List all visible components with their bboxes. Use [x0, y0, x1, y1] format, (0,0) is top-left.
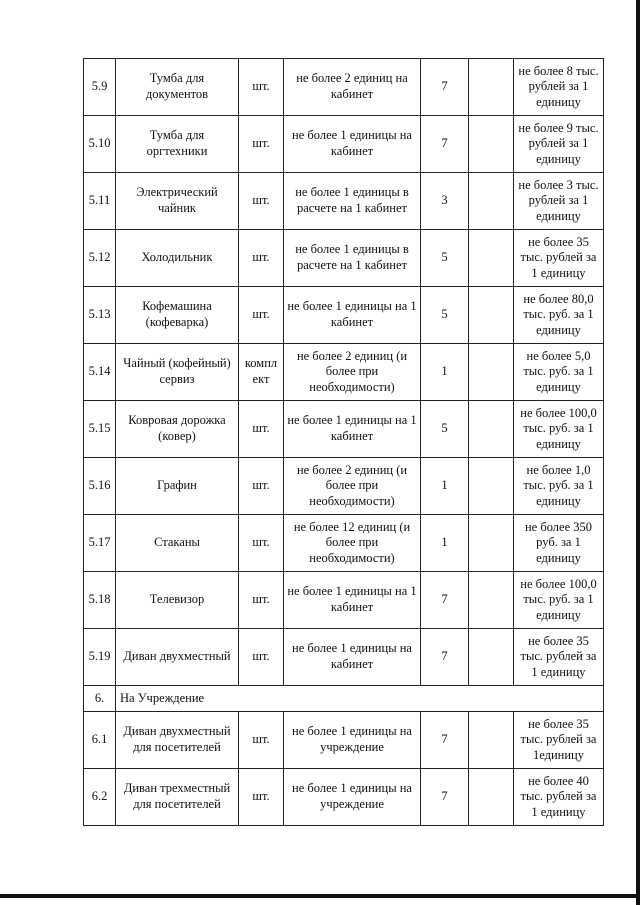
service-term: 7	[421, 769, 469, 826]
table-row	[84, 458, 604, 515]
table-row	[84, 572, 604, 629]
quantity-norm: не более 1 единицы на учреждение	[284, 712, 421, 769]
quantity-norm: не более 2 единиц (и более при необходимости)	[284, 458, 421, 515]
price-limit: не более 35 тыс. рублей за 1единицу	[514, 712, 604, 769]
empty-cell	[469, 572, 514, 629]
service-term: 7	[421, 712, 469, 769]
row-number: 5.9	[84, 59, 116, 116]
unit: шт.	[239, 629, 284, 686]
item-name: Диван двухместный	[116, 629, 239, 686]
row-number: 5.12	[84, 230, 116, 287]
table-row	[84, 629, 604, 686]
unit: шт.	[239, 401, 284, 458]
empty-cell	[469, 173, 514, 230]
unit: компл ект	[239, 344, 284, 401]
item-name: Тумба для оргтехники	[116, 116, 239, 173]
service-term: 7	[421, 572, 469, 629]
service-term: 5	[421, 287, 469, 344]
table-row	[84, 173, 604, 230]
empty-cell	[469, 629, 514, 686]
unit: шт.	[239, 515, 284, 572]
service-term: 7	[421, 116, 469, 173]
unit: шт.	[239, 287, 284, 344]
item-name: Тумба для документов	[116, 59, 239, 116]
empty-cell	[469, 769, 514, 826]
empty-cell	[469, 230, 514, 287]
row-number: 6.1	[84, 712, 116, 769]
service-term: 1	[421, 458, 469, 515]
row-number: 5.19	[84, 629, 116, 686]
item-name: Графин	[116, 458, 239, 515]
item-name: Кофемашина (кофеварка)	[116, 287, 239, 344]
table-row	[84, 287, 604, 344]
table-row	[84, 59, 604, 116]
service-term: 5	[421, 401, 469, 458]
section-number: 6.	[84, 686, 116, 712]
quantity-norm: не более 1 единицы на кабинет	[284, 116, 421, 173]
unit: шт.	[239, 458, 284, 515]
row-number: 6.2	[84, 769, 116, 826]
row-number: 5.15	[84, 401, 116, 458]
quantity-norm: не более 1 единицы в расчете на 1 кабинет	[284, 173, 421, 230]
price-limit: не более 40 тыс. рублей за 1 единицу	[514, 769, 604, 826]
empty-cell	[469, 344, 514, 401]
empty-cell	[469, 287, 514, 344]
unit: шт.	[239, 230, 284, 287]
row-number: 5.13	[84, 287, 116, 344]
item-name: Холодильник	[116, 230, 239, 287]
unit: шт.	[239, 769, 284, 826]
item-name: Чайный (кофейный) сервиз	[116, 344, 239, 401]
price-limit: не более 9 тыс. рублей за 1 единицу	[514, 116, 604, 173]
table-row	[84, 712, 604, 769]
unit: шт.	[239, 572, 284, 629]
price-limit: не более 100,0 тыс. руб. за 1 единицу	[514, 572, 604, 629]
item-name: Телевизор	[116, 572, 239, 629]
quantity-norm: не более 12 единиц (и более при необходимости)	[284, 515, 421, 572]
price-limit: не более 350 руб. за 1 единицу	[514, 515, 604, 572]
empty-cell	[469, 116, 514, 173]
quantity-norm: не более 1 единицы на 1 кабинет	[284, 401, 421, 458]
unit: шт.	[239, 712, 284, 769]
unit: шт.	[239, 173, 284, 230]
price-limit: не более 80,0 тыс. руб. за 1 единицу	[514, 287, 604, 344]
scan-right-edge	[636, 0, 640, 905]
price-limit: не более 5,0 тыс. руб. за 1 единицу	[514, 344, 604, 401]
unit: шт.	[239, 116, 284, 173]
price-limit: не более 35 тыс. рублей за 1 единицу	[514, 230, 604, 287]
quantity-norm: не более 1 единицы на учреждение	[284, 769, 421, 826]
table-row	[84, 401, 604, 458]
row-number: 5.11	[84, 173, 116, 230]
table-row	[84, 515, 604, 572]
quantity-norm: не более 1 единицы на кабинет	[284, 629, 421, 686]
quantity-norm: не более 2 единиц на кабинет	[284, 59, 421, 116]
row-number: 5.18	[84, 572, 116, 629]
price-limit: не более 3 тыс. рублей за 1 единицу	[514, 173, 604, 230]
service-term: 3	[421, 173, 469, 230]
section-row	[84, 686, 604, 712]
service-term: 7	[421, 59, 469, 116]
table-row	[84, 769, 604, 826]
quantity-norm: не более 1 единицы на 1 кабинет	[284, 572, 421, 629]
empty-cell	[469, 401, 514, 458]
quantity-norm: не более 1 единицы в расчете на 1 кабинет	[284, 230, 421, 287]
row-number: 5.14	[84, 344, 116, 401]
table-body	[84, 59, 604, 826]
empty-cell	[469, 59, 514, 116]
scan-bottom-edge	[0, 894, 640, 898]
item-name: Диван двухместный для посетителей	[116, 712, 239, 769]
price-limit: не более 1,0 тыс. руб. за 1 единицу	[514, 458, 604, 515]
item-name: Электрический чайник	[116, 173, 239, 230]
service-term: 1	[421, 515, 469, 572]
quantity-norm: не более 2 единиц (и более при необходимости)	[284, 344, 421, 401]
price-limit: не более 8 тыс. рублей за 1 единицу	[514, 59, 604, 116]
unit: шт.	[239, 59, 284, 116]
item-name: Стаканы	[116, 515, 239, 572]
norms-table	[83, 58, 604, 826]
service-term: 7	[421, 629, 469, 686]
empty-cell	[469, 458, 514, 515]
table-row	[84, 344, 604, 401]
row-number: 5.10	[84, 116, 116, 173]
row-number: 5.16	[84, 458, 116, 515]
item-name: Ковровая дорожка (ковер)	[116, 401, 239, 458]
quantity-norm: не более 1 единицы на 1 кабинет	[284, 287, 421, 344]
section-title: На Учреждение	[116, 686, 604, 712]
service-term: 1	[421, 344, 469, 401]
row-number: 5.17	[84, 515, 116, 572]
empty-cell	[469, 515, 514, 572]
table-row	[84, 116, 604, 173]
price-limit: не более 35 тыс. рублей за 1 единицу	[514, 629, 604, 686]
service-term: 5	[421, 230, 469, 287]
item-name: Диван трехместный для посетителей	[116, 769, 239, 826]
table-row	[84, 230, 604, 287]
price-limit: не более 100,0 тыс. руб. за 1 единицу	[514, 401, 604, 458]
empty-cell	[469, 712, 514, 769]
